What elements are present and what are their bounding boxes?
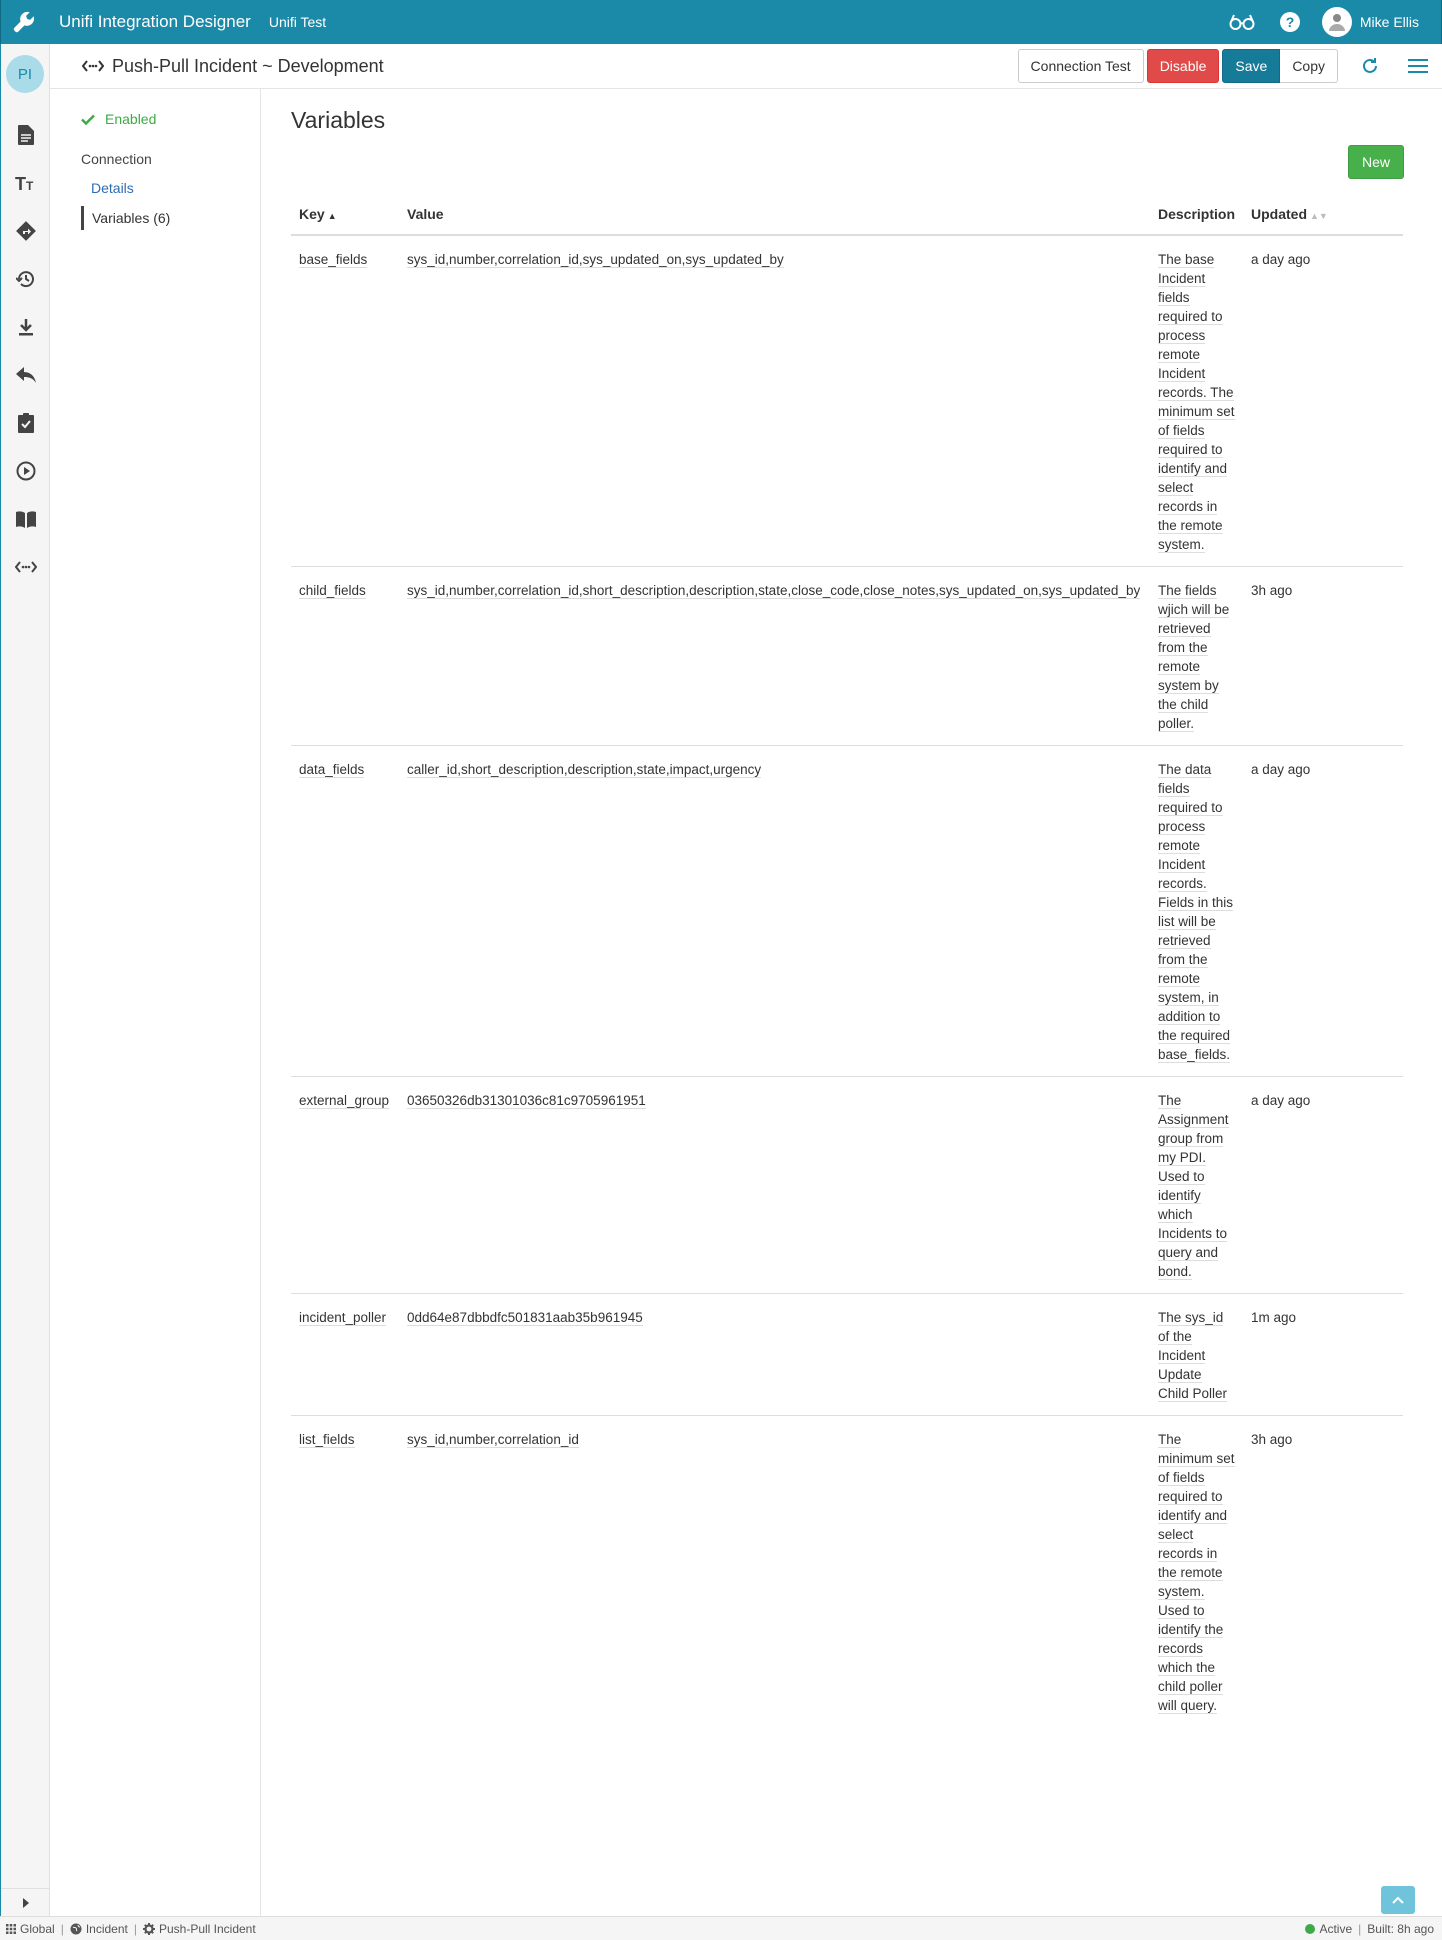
description-text[interactable]: The base Incident fields required to process remote Incident records. The minimum set of fields required to identify and select records in the remote system. [1157, 252, 1235, 552]
cell-updated: 1m ago [1243, 1294, 1403, 1416]
footer-separator: | [133, 1921, 137, 1936]
cell-updated: a day ago [1243, 1077, 1403, 1294]
column-key-label: Key [299, 205, 325, 222]
value-text[interactable]: sys_id,number,correlation_id [407, 1432, 579, 1447]
cell-updated: a day ago [1243, 746, 1403, 1077]
user-menu[interactable] [1314, 7, 1441, 37]
value-text[interactable]: 0dd64e87dbbdfc501831aab35b961945 [407, 1310, 643, 1325]
svg-text:?: ? [1285, 14, 1295, 30]
cell-description[interactable] [1150, 235, 1243, 567]
glasses-icon[interactable] [1218, 0, 1266, 44]
wrench-icon[interactable] [1, 0, 47, 44]
page-title [82, 56, 384, 77]
column-header-key[interactable] [291, 193, 399, 235]
cell-updated: 3h ago [1251, 1432, 1293, 1447]
footer-scope[interactable] [0, 1922, 61, 1936]
book-icon[interactable] [1, 495, 51, 543]
cell-key[interactable] [291, 567, 399, 746]
clipboard-check-icon[interactable] [1, 399, 51, 447]
active-status-dot [1305, 1924, 1315, 1934]
column-header-value [399, 193, 1150, 235]
footer-integration-label: Push-Pull Incident [158, 1921, 256, 1936]
save-button[interactable]: Save [1222, 49, 1280, 83]
footer-built: Built: 8h ago [1367, 1921, 1434, 1936]
cell-updated: 3h ago [1243, 567, 1403, 746]
svg-text:T: T [26, 179, 34, 192]
status-badge [81, 111, 156, 127]
status-label: Enabled [105, 111, 157, 127]
status-footer [0, 1916, 1442, 1940]
globe-icon [70, 1923, 82, 1935]
integration-avatar[interactable]: PI [6, 55, 44, 93]
footer-integration[interactable] [137, 1922, 262, 1936]
table-header-row [291, 193, 1403, 235]
cell-value[interactable] [399, 235, 1150, 567]
table-row[interactable] [291, 1416, 1403, 1728]
cell-key[interactable] [291, 1294, 399, 1416]
nav-variables[interactable]: Variables (6) [81, 206, 170, 230]
footer-separator: | [1358, 1921, 1362, 1936]
column-header-updated[interactable] [1243, 193, 1403, 235]
nav-details-link[interactable]: Details [91, 180, 134, 196]
cell-description[interactable] [1150, 1416, 1243, 1728]
cell-value[interactable] [399, 567, 1150, 746]
sort-icon: ▲▼ [1310, 210, 1328, 221]
key-text[interactable]: incident_poller [299, 1310, 387, 1325]
cell-key[interactable] [291, 1416, 399, 1728]
nav-connection[interactable]: Connection [81, 151, 152, 167]
scroll-to-top-button[interactable] [1381, 1886, 1415, 1914]
cell-key[interactable] [291, 746, 399, 1077]
cell-value[interactable] [399, 1294, 1150, 1416]
new-button[interactable]: New [1348, 145, 1404, 179]
description-text[interactable]: The sys_id of the Incident Update Child Poller [1157, 1310, 1228, 1401]
cell-description[interactable] [1150, 1077, 1243, 1294]
key-text[interactable]: child_fields [299, 583, 366, 598]
app-title[interactable]: Unifi Integration Designer [59, 12, 251, 31]
table-row[interactable] [291, 567, 1403, 746]
directions-icon[interactable] [1, 207, 51, 255]
help-icon[interactable] [1266, 0, 1314, 44]
footer-scope-label: Global [20, 1921, 55, 1936]
top-app-bar [0, 0, 1442, 44]
text-size-icon[interactable] [1, 159, 51, 207]
record-nav [50, 89, 261, 1916]
disable-button[interactable]: Disable [1147, 49, 1220, 83]
expand-rail-button[interactable] [1, 1888, 50, 1916]
code-icon[interactable] [1, 543, 51, 591]
table-row[interactable] [291, 235, 1403, 567]
column-value-label: Value [407, 205, 444, 222]
cell-key[interactable] [291, 235, 399, 567]
description-text[interactable]: The fields wjich will be retrieved from the remote system by the child poller. [1157, 583, 1230, 731]
instance-name: Unifi Test [268, 14, 327, 30]
refresh-icon[interactable] [1346, 44, 1394, 89]
check-icon [81, 114, 95, 125]
grid-icon [6, 1924, 16, 1934]
history-icon[interactable] [1, 255, 51, 303]
page-header [50, 44, 1442, 89]
value-text[interactable]: sys_id,number,correlation_id,sys_updated_on,sys_updated_by [407, 252, 784, 267]
footer-status: Active [1319, 1921, 1353, 1936]
value-text[interactable]: sys_id,number,correlation_id,short_description,description,state,close_code,close_notes,sys_updated_on,sys_updated_by [407, 583, 1141, 598]
download-icon[interactable] [1, 303, 51, 351]
cell-value[interactable] [399, 1077, 1150, 1294]
cell-value[interactable] [399, 746, 1150, 1077]
cell-key[interactable] [291, 1077, 399, 1294]
footer-table[interactable] [64, 1922, 134, 1936]
icon-rail [0, 44, 50, 1916]
gear-icon [143, 1923, 155, 1935]
key-text[interactable]: external_group [299, 1093, 390, 1108]
table-row[interactable] [291, 746, 1403, 1077]
menu-icon[interactable] [1394, 44, 1442, 89]
footer-separator: | [60, 1921, 64, 1936]
key-text[interactable]: data_fields [299, 762, 365, 777]
code-icon [82, 59, 104, 73]
reply-icon[interactable] [1, 351, 51, 399]
cell-updated: a day ago [1243, 235, 1403, 567]
description-text[interactable]: The data fields required to process remote Incident records. Fields in this list will be retrieved from the remote system, in addition to the required base_fields. [1157, 762, 1234, 1062]
connection-test-button[interactable]: Connection Test [1018, 49, 1144, 83]
column-updated-label: Updated [1251, 205, 1307, 222]
play-circle-icon[interactable] [1, 447, 51, 495]
value-text[interactable]: 03650326db31301036c81c9705961951 [407, 1093, 646, 1108]
sort-asc-icon: ▲ [327, 210, 337, 221]
document-icon[interactable] [1, 111, 51, 159]
variables-table [291, 193, 1403, 1727]
avatar [1322, 7, 1352, 37]
table-row[interactable] [291, 1294, 1403, 1416]
svg-text:T: T [15, 174, 26, 192]
user-name: Mike Ellis [1359, 14, 1419, 30]
column-header-description [1150, 193, 1243, 235]
column-description-label: Description [1157, 205, 1235, 222]
footer-table-label: Incident [85, 1921, 128, 1936]
copy-button[interactable]: Copy [1280, 49, 1338, 83]
cell-description[interactable] [1150, 1294, 1243, 1416]
description-text[interactable]: The Assignment group from my PDI. Used to identify which Incidents to query and bond. [1157, 1093, 1229, 1279]
table-row[interactable] [291, 1077, 1403, 1294]
cell-description[interactable] [1150, 567, 1243, 746]
cell-description[interactable] [1150, 746, 1243, 1077]
page-title-text: Push-Pull Incident ~ Development [112, 55, 384, 76]
key-text[interactable]: list_fields [299, 1432, 355, 1447]
key-text[interactable]: base_fields [299, 252, 368, 267]
value-text[interactable]: caller_id,short_description,description,state,impact,urgency [407, 762, 762, 777]
section-title: Variables [291, 107, 386, 133]
description-text[interactable]: The minimum set of fields required to identify and select records in the remote system. Used to identify the records which the child poller will query. [1157, 1432, 1235, 1713]
cell-value[interactable] [399, 1416, 1150, 1728]
